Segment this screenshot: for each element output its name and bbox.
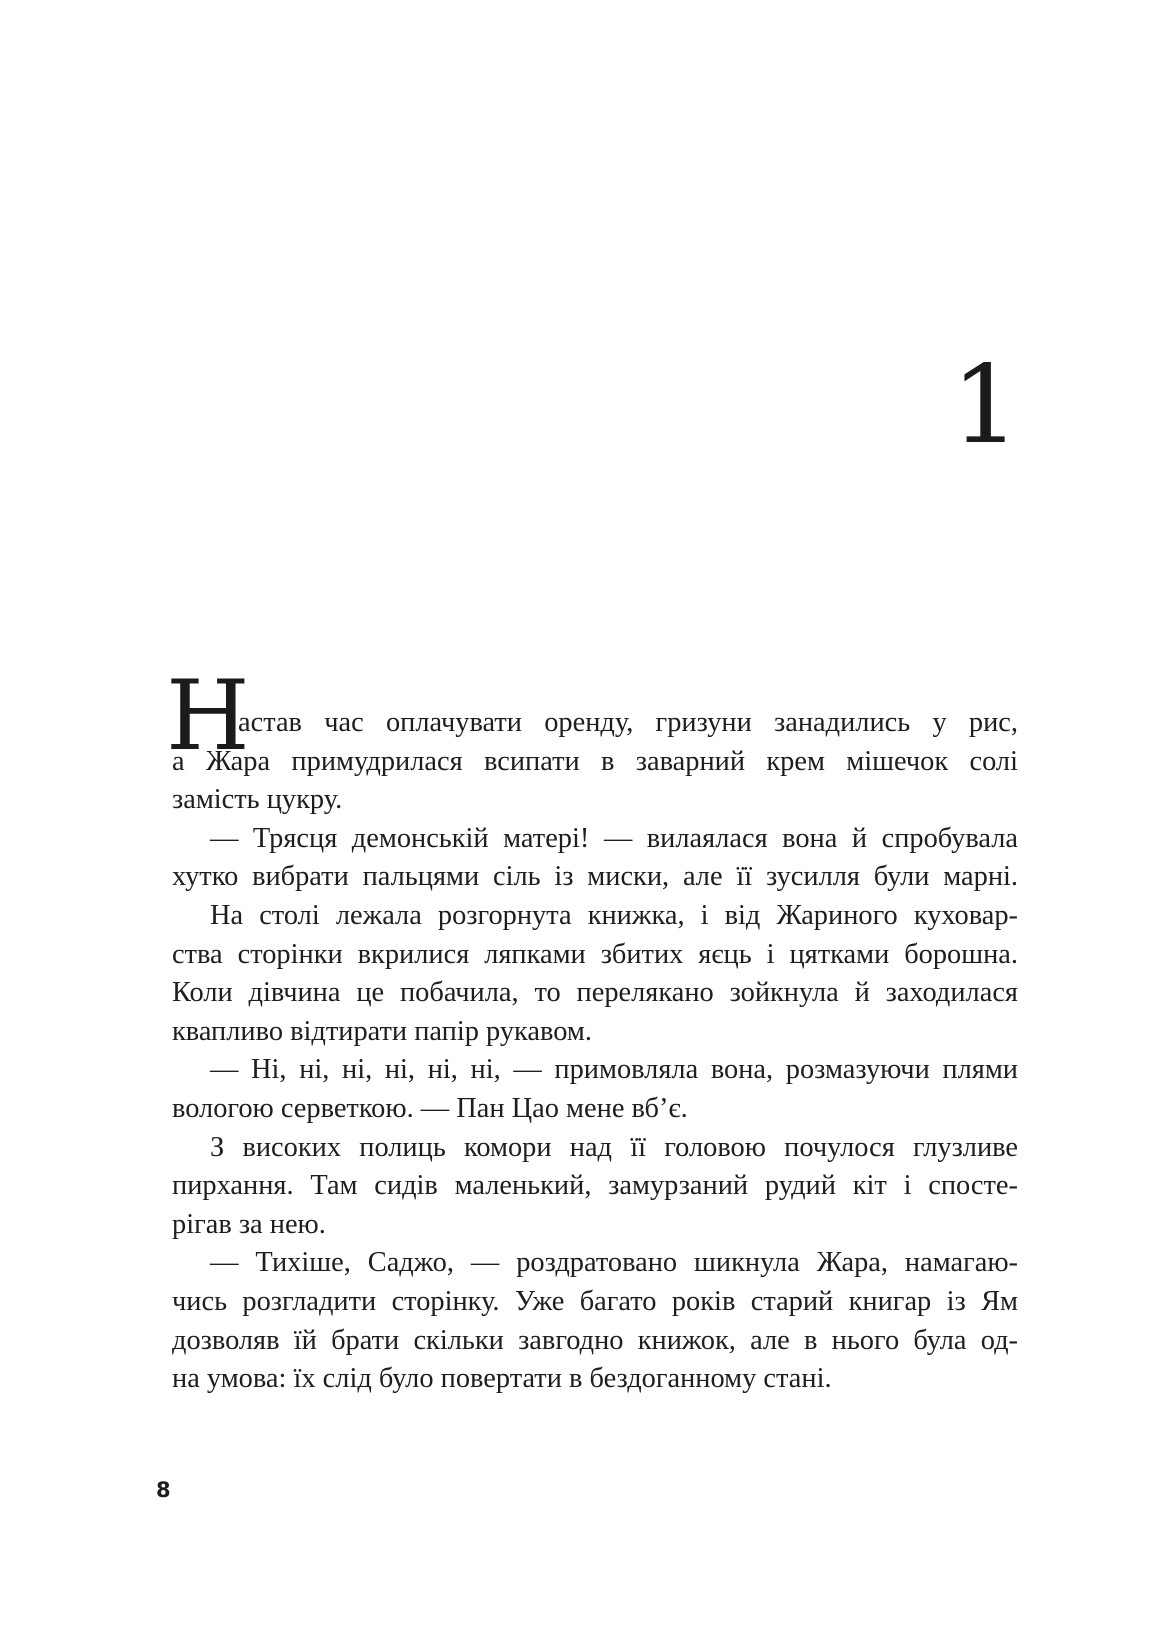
text-line: ства сторінки вкрилися ляпками збитих яєць і цятками борошна. (172, 938, 1018, 970)
text-line: а Жара примудрилася всипати в заварний крем мішечок солі (172, 745, 1018, 777)
text-line: замість цукру. (172, 784, 343, 816)
text-line: на умова: їх слід було повертати в бездоганному стані. (172, 1363, 832, 1395)
text-line: — Трясця демонській матері! — вилаялася вона й спробувала (210, 822, 1018, 854)
drop-cap-letter: Н (166, 660, 250, 772)
text-line: дозволяв їй брати скільки завгодно книжок, але в нього була од- (172, 1324, 1018, 1356)
text-line: рігав за нею. (172, 1208, 326, 1240)
paragraph-6 (172, 1244, 1018, 1398)
text-line: астав час оплачувати оренду, гризуни занадились у рис, (238, 707, 1018, 738)
text-line: — Ні, ні, ні, ні, ні, ні, — примовляла вона, розмазуючи плями (210, 1054, 1018, 1086)
paragraph-3 (172, 897, 1018, 1051)
text-line: пирхання. Там сидів маленький, замурзаний рудий кіт і спосте- (172, 1170, 1018, 1202)
text-line: чись розгладити сторінку. Уже багато років старий книгар із Ям (172, 1285, 1018, 1317)
paragraph-2 (172, 820, 1018, 897)
text-line: На столі лежала розгорнута книжка, і від Жариного куховар- (210, 899, 1018, 931)
text-line: Коли дівчина це побачила, то перелякано зойкнула й заходилася (172, 977, 1018, 1009)
paragraph-5 (172, 1129, 1018, 1245)
paragraph-1 (166, 660, 1018, 820)
chapter-number: 1 (951, 343, 1020, 468)
chapter-body-text (166, 660, 1018, 1399)
text-line: З високих полиць комори над її головою почулося глузливе (210, 1131, 1018, 1163)
text-line: — Тихіше, Саджо, — роздратовано шикнула Жара, намагаю- (210, 1247, 1018, 1279)
text-line: хутко вибрати пальцями сіль із миски, але її зусилля були марні. (172, 861, 1018, 893)
text-line: вологою серветкою. — Пан Цао мене вб’є. (172, 1092, 688, 1124)
paragraph-4 (172, 1051, 1018, 1128)
page-number: 8 (156, 1478, 171, 1502)
text-line: квапливо відтирати папір рукавом. (172, 1015, 592, 1047)
